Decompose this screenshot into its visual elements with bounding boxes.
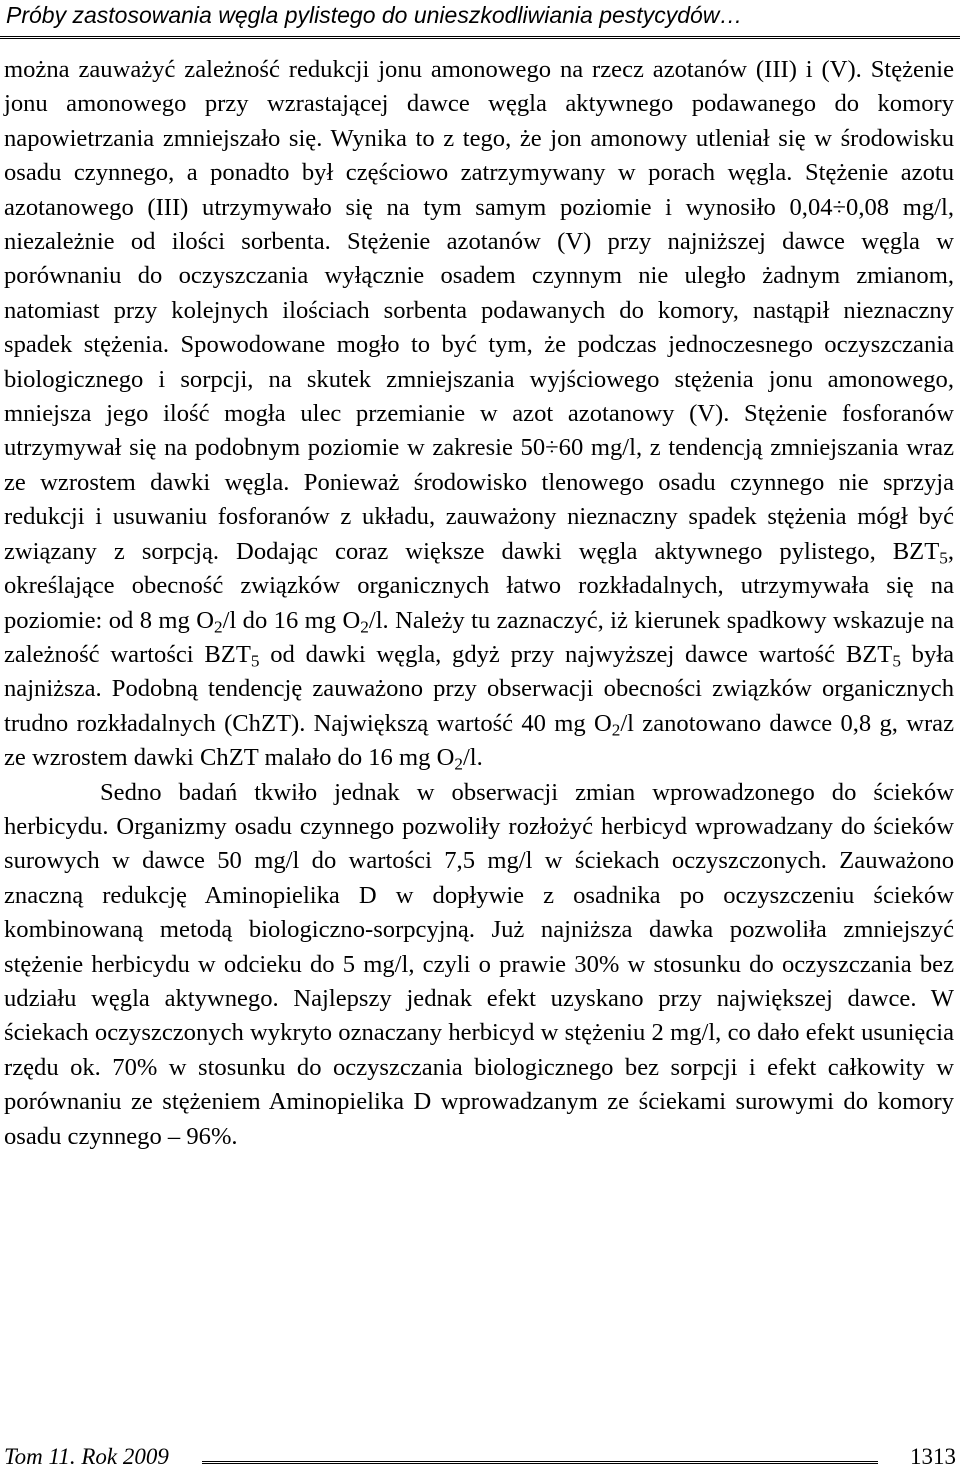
p1-text-2: , określające obecność związków organicznych łatwo rozkładalnych, utrzymywała się na poziomie: od 8 mg O (4, 537, 954, 634)
p1-text-8: /l. (462, 744, 483, 772)
p1-text-7: /l zanotowano dawce 0,8 g, wraz ze wzrostem dawki ChZT malało do 16 mg O (4, 709, 955, 772)
footer-rule (202, 1461, 878, 1464)
paragraph-2: Sedno badań tkwiło jednak w obserwacji zmian wprowadzonego do ścieków herbicydu. Organizmy osadu czynnego pozwoliły rozłożyć herbicyd wprowadzany do ścieków surowych w dawce 50 mg/l do wartości 7,5 mg/l w ściekach oczyszczonych. Zauważono znaczną redukcję Aminopielika D w dopływie z osadnika po oczyszczeniu ścieków kombinowaną metodą biologiczno-sorpcyjną. Już najniższa dawka pozwoliła zmniejszyć stężenie herbicydu w odcieku do 5 mg/l, czyli o prawie 30% w stosunku do oczyszczania bez udziału węgla aktywnego. Najlepszy jednak efekt uzyskano przy największej dawce. W ściekach oczyszczonych wykryto oznaczany herbicyd w stężeniu 2 mg/l, co dało efekt usunięcia rzędu ok. 70% w stosunku do oczyszczania biologicznego bez sorpcji i efekt całkowity w porównaniu ze stężeniem Aminopielika D wprowadzanym ze ściekami surowymi do komory osadu czynnego – 96%. (4, 778, 954, 1150)
page-footer (0, 1444, 960, 1474)
running-header-title: Próby zastosowania węgla pylistego do unieszkodliwiania pestycydów… (6, 2, 743, 28)
p1-text-3: /l do 16 mg O (222, 606, 361, 634)
p1-sub-7: 2 (454, 754, 463, 774)
p1-sub-2: 2 (214, 616, 223, 636)
running-header (0, 0, 960, 36)
p1-text-5: od dawki węgla, gdyż przy najwyższej dawce wartość BZT (259, 640, 893, 668)
page-number: 1313 (910, 1444, 956, 1469)
p1-sub-1: 5 (939, 547, 948, 567)
paragraph-1 (4, 53, 954, 776)
header-rule (0, 36, 960, 39)
p1-sub-4: 5 (250, 651, 260, 671)
p1-sub-5: 5 (892, 651, 901, 671)
p1-sub-6: 2 (611, 720, 621, 740)
p1-text-4: /l. Należy tu zaznaczyć, iż kierunek spadkowy wskazuje na zależność wartości BZT (4, 606, 954, 668)
body-text (4, 53, 954, 1154)
p1-sub-3: 2 (360, 616, 369, 636)
journal-volume-year: Tom 11. Rok 2009 (4, 1444, 169, 1469)
p1-text-6: była najniższa. Podobną tendencję zauważono przy obserwacji obecności związków organicznych trudno rozkładalnych (ChZT). Największą wartość 40 mg O (4, 640, 955, 737)
p1-text-1: można zauważyć zależność redukcji jonu amonowego na rzecz azotanów (III) i (V). Stężenie jonu amonowego przy wzrastającej dawce węgla aktywnego podawanego do komory napowietrzania zmniejszało się. Wynika to z tego, że jon amonowy utleniał się w środowisku osadu czynnego, a ponadto był częściowo zatrzymywany w porach węgla. Stężenie azotu azotanowego (III) utrzymywało się na tym samym poziomie i wynosiło 0,04÷0,08 mg/l, niezależnie od ilości sorbenta. Stężenie azotanów (V) przy najniższej dawce węgla w porównaniu do oczyszczania wyłącznie osadem czynnym nie uległo żadnym zmianom, natomiast przy kolejnych ilościach sorbenta podawanych do komory, nastąpił nieznaczny spadek stężenia. Spowodowane mogło to być tym, że podczas jednoczesnego oczyszczania biologicznego i sorpcji, na skutek zmniejszania wyjściowego stężenia jonu amonowego, mniejsza jego ilość mogła ulec przemianie w azot azotanowy (V). Stężenie fosforanów utrzymywał się na podobnym poziomie w zakresie 50÷60 mg/l, z tendencją zmniejszania wraz ze wzrostem dawki węgla. Ponieważ środowisko tlenowego osadu czynnego nie sprzyja redukcji i usuwaniu fosforanów z układu, zauważony nieznaczny spadek stężenia mógł być związany z sorpcją. Dodając coraz większe dawki węgla aktywnego pylistego, BZT (4, 56, 954, 565)
